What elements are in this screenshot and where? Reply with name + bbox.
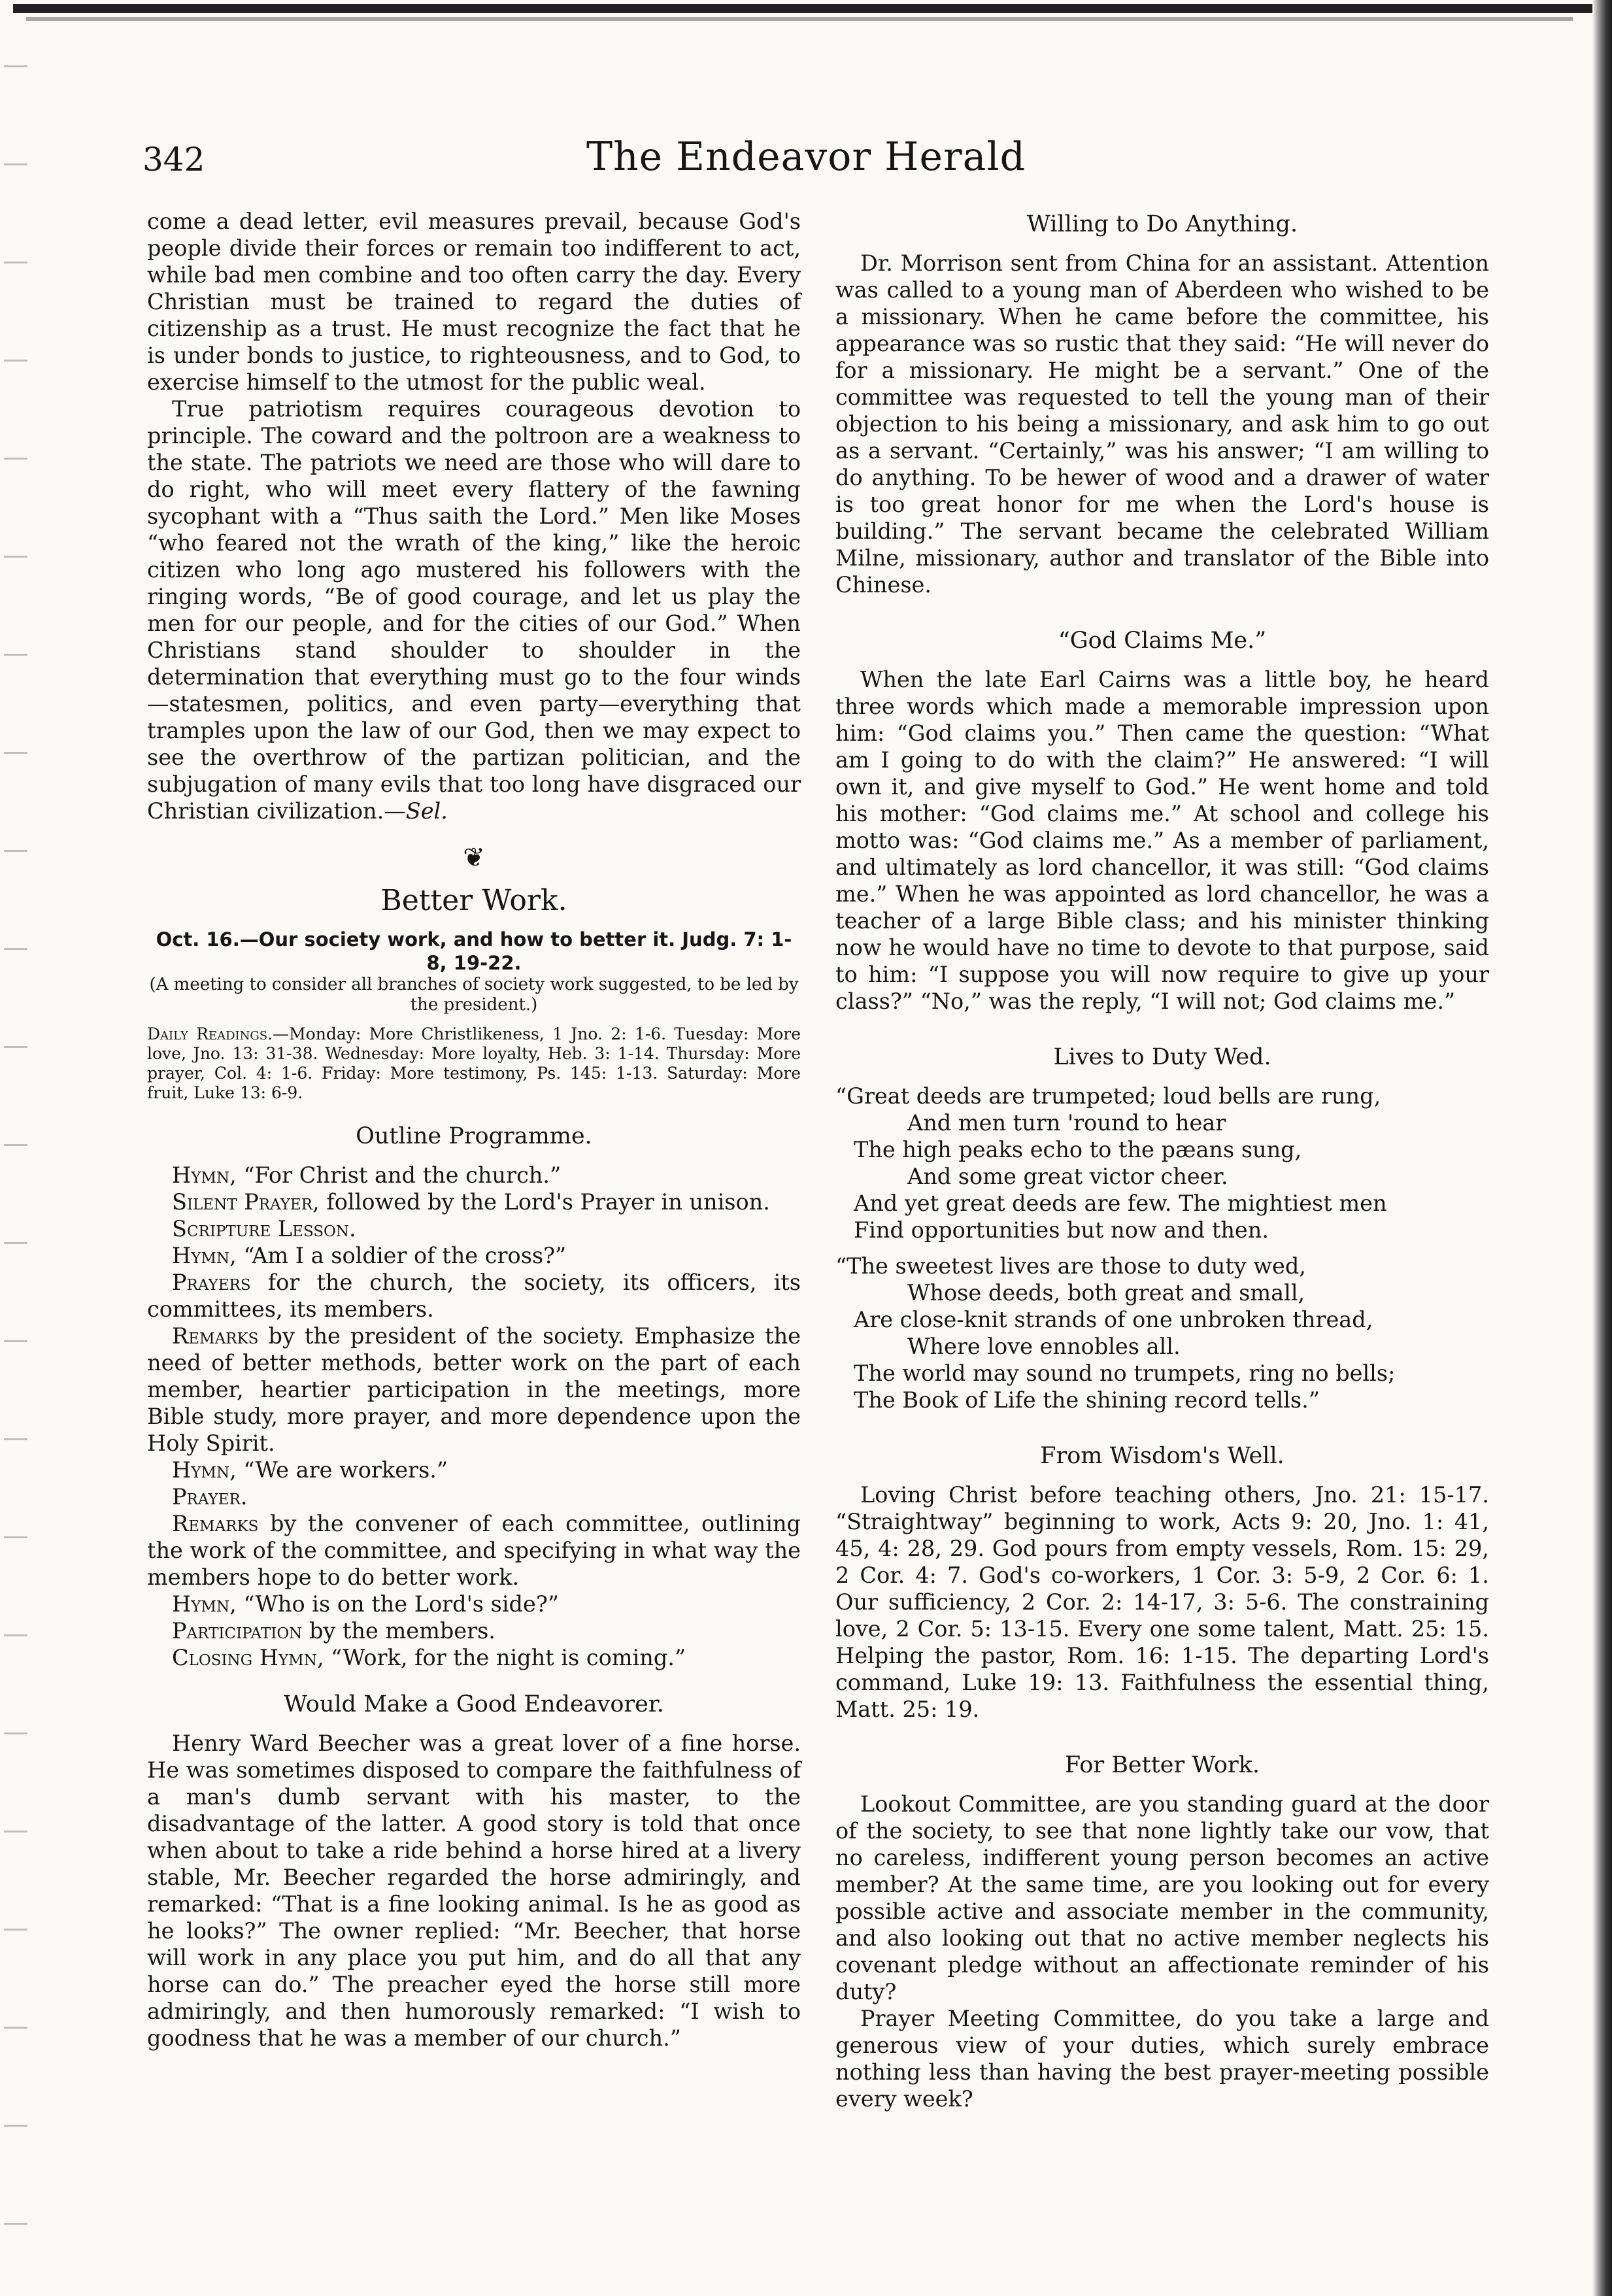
section-ornament: ❦ [463,843,485,873]
poem-line: And men turn 'round to hear [907,1110,1226,1136]
journal-title: The Endeavor Herald [586,134,1026,180]
patriotism-text: True patriotism requires courageous devotion to principle. The coward and the poltroon are a weakness to the state. The patriots we need are those who will dare to do right, who will meet every flattery of the fawning sycophant with a “Thus saith the Lord.” Men like Moses “who feared not the wrath of the king,” like the heroic citizen who long ago mustered his followers with the ringing words, “Be of good courage, and let us play the men for our people, and for the cities of our God.” When Christians stand shoulder to shoulder in the determination that everything must go to the four winds —statesmen, politics, and even party—everything that tramples upon the law of our God, then we may expect to see the overthrow of the partizan politician, and the subjugation of many evils that too long have disgraced our Christian civilization. [147,396,801,824]
daily-readings-text: —Monday: More Christlikeness, 1 Jno. 2: 1-6. Tuesday: More love, Jno. 13: 31-38. Wednesday: More loyalty, Heb. 3: 1-14. Thursday: More prayer, Col. 4: 1-6. Friday: More testimony, Ps. 145: 1-13. Saturday: More fruit, Luke 13: 6-9. [147,1024,801,1102]
poem-line: “Great deeds are trumpeted; loud bells are rung, [835,1083,1381,1109]
god-claims-text: When the late Earl Cairns was a little boy, he heard three words which made a memorable impression upon him: “God claims you.” Then came the question: “What am I going to do with the claim?” He answered: “I will own it, and give myself to God.” He went home and told his mother: “God claims me.” At school and college his motto was: “God claims me.” As a member of parliament, and ultimately as lord chancellor, it was still: “God claims me.” When he was appointed as lord chancellor, he was a teacher of a large Bible class; and his minister thinking now he would have no time to devote to that purpose, said to him: “I suppose you will now require to give up your class?” “No,” was the reply, “I will not; God claims me.” [835,667,1489,1014]
programme-item: Hymn, “Who is on the Lord's side?” [172,1591,559,1617]
programme-item: Hymn, “Am I a soldier of the cross?” [172,1243,567,1268]
outline-programme-heading: Outline Programme. [356,1123,592,1149]
willing-heading: Willing to Do Anything. [1026,211,1298,237]
page-top-border [13,4,1612,13]
poem-line: And some great victor cheer. [907,1164,1228,1189]
programme-item: Remarks by the convener of each committee, outlining the work of the committee, and specifying in what way the members hope to do better work. [147,1511,801,1590]
page-right-edge-shadow [1592,0,1612,2296]
poem-line: Where love ennobles all. [907,1334,1181,1359]
topic-leader: Oct. 16.—Our society work, and how to better it. Judg. 7: 1-8, 19-22. [156,928,792,974]
source-credit: —Sel. [384,798,448,824]
good-endeavorer-heading: Would Make a Good Endeavorer. [284,1691,664,1717]
programme-item: Hymn, “For Christ and the church.” [172,1162,562,1188]
programme-list [147,1162,801,1671]
patriotism-paragraph-2 [147,396,801,824]
programme-item: Prayers for the church, the society, its officers, its committees, its members. [147,1270,801,1322]
left-column [147,208,801,2051]
daily-readings-label: Daily Readings. [147,1024,273,1043]
page-top-shadow [26,17,1573,21]
poem-line: And yet great deeds are few. The mightiest men [854,1190,1387,1216]
topic-note: (A meeting to consider all branches of society work suggested, to be led by the president.) [149,975,799,1015]
programme-item: Closing Hymn, “Work, for the night is coming.” [172,1645,686,1670]
lives-heading: Lives to Duty Wed. [1053,1044,1271,1070]
poem-line: Find opportunities but now and then. [854,1217,1269,1243]
page-left-margin-specks [4,26,27,2275]
better-work-heading: Better Work. [380,884,567,917]
daily-readings [147,1024,801,1103]
programme-item: Remarks by the president of the society. Emphasize the need of better methods, better work on the part of each member, heartier participation in the meetings, more Bible study, more prayer, and more dependence upon the Holy Spirit. [147,1323,801,1456]
willing-text: Dr. Morrison sent from China for an assistant. Attention was called to a young man of Aberdeen who wished to be a missionary. When he came before the committee, his appearance was so rustic that they said: “He will never do for a missionary. He might be a servant.” One of the committee was requested to tell the young man of their objection to his being a missionary, and ask him to go out as a servant. “Certainly,” was his answer; “I am willing to do anything. To be hewer of wood and a drawer of water is too great honor for me when the Lord's house is building.” The servant became the celebrated William Milne, missionary, author and translator of the Bible into Chinese. [835,250,1489,598]
programme-item: Silent Prayer, followed by the Lord's Prayer in unison. [172,1189,770,1215]
poem-line: Whose deeds, both great and small, [907,1280,1305,1306]
good-endeavorer-text: Henry Ward Beecher was a great lover of a fine horse. He was sometimes disposed to compare the faithfulness of a man's dumb servant with his master, to the disadvantage of the latter. A good story is told that once when about to take a ride behind a horse hired at a livery stable, Mr. Beecher regarded the horse admiringly, and remarked: “That is a fine looking animal. Is he as good as he looks?” The owner replied: “Mr. Beecher, that horse will work in any place you put him, and do all that any horse can do.” The preacher eyed the horse still more admiringly, and then humorously remarked: “I wish to goodness that he was a member of our church.” [147,1730,801,2051]
patriotism-paragraph-continued: come a dead letter, evil measures prevail, because God's people divide their forces or remain too indifferent to act, while bad men combine and too often carry the day. Every Christian must be trained to regard the duties of citizenship as a trust. He must recognize the fact that he is under bonds to justice, to righteousness, and to God, to exercise himself to the utmost for the public weal. [147,209,801,395]
programme-item: Hymn, “We are workers.” [172,1457,448,1483]
poem-line: The Book of Life the shining record tells.” [854,1387,1320,1413]
god-claims-heading: “God Claims Me.” [1058,628,1267,654]
prayer-committee-text: Prayer Meeting Committee, do you take a large and generous view of your duties, which surely embrace nothing less than having the best prayer-meeting possible every week? [835,2006,1489,2112]
for-better-work-heading: For Better Work. [1064,1752,1260,1778]
wisdom-heading: From Wisdom's Well. [1040,1443,1285,1469]
programme-item: Participation by the members. [172,1618,495,1644]
poem-line: The world may sound no trumpets, ring no bells; [854,1360,1396,1386]
poem-line: “The sweetest lives are those to duty wed, [835,1253,1306,1279]
poem-line: Are close-knit strands of one unbroken thread, [854,1307,1373,1332]
wisdom-text: Loving Christ before teaching others, Jno. 21: 15-17. “Straightway” beginning to work, Acts 9: 20, Jno. 1: 41, 45, 4: 28, 29. God pours from empty vessels, Rom. 15: 29, 2 Cor. 4: 7. God's co-workers, 1 Cor. 3: 5-9, 2 Cor. 6: 1. Our sufficiency, 2 Cor. 2: 14-17, 3: 5-6. The constraining love, 2 Cor. 5: 13-15. Every one some talent, Matt. 25: 15. Helping the pastor, Rom. 16: 1-15. The departing Lord's command, Luke 19: 13. Faithfulness the essential thing, Matt. 25: 19. [835,1482,1489,1722]
programme-item: Scripture Lesson. [172,1216,356,1241]
programme-item: Prayer. [172,1484,248,1510]
poem-line: The high peaks echo to the pæans sung, [854,1137,1302,1162]
poem [835,1083,1489,1413]
page-number: 342 [143,141,205,178]
lookout-committee-text: Lookout Committee, are you standing guard at the door of the society, to see that none lightly take our vow, that no careless, indifferent young person becomes an active member? At the same time, are you looking out for every possible active and associate member in the community, and also looking out that no active member neglects his covenant pledge without an affectionate reminder of his duty? [835,1791,1489,2004]
right-column [835,208,1489,2112]
